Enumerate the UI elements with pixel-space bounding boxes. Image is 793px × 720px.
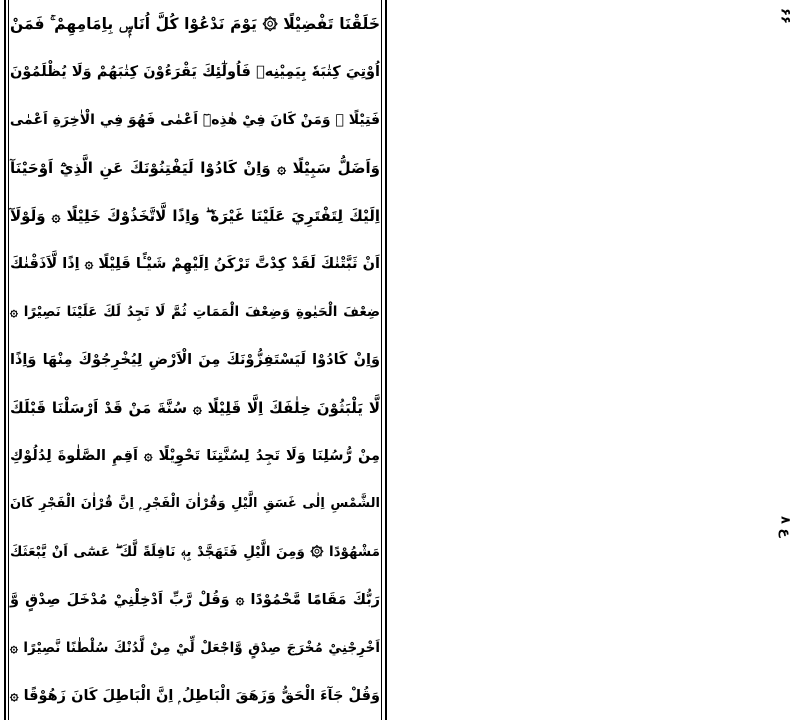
text-line-15: وَقُلْ جَآءَ الْحَقُّ وَزَهَقَ الْبَاطِلُ ۭ اِنَّ الْبَاطِلَ كَانَ زَهُوْقًا ۞ — [10, 688, 380, 704]
text-line-4: وَاَضَلُّ سَبِيْلًا ۞ وَاِنْ كَادُوْا لَيَفْتِنُوْنَكَ عَنِ الَّذِيْٓ اَوْحَيْنَآ — [10, 159, 380, 177]
margin-column — [388, 0, 793, 720]
text-line-8: وَاِنْ كَادُوْا لَيَسْتَفِزُّوْنَكَ مِنَ الْاَرْضِ لِيُخْرِجُوْكَ مِنْهَا وَاِذًا — [10, 352, 380, 368]
text-line-13: رَبُّكَ مَقَامًا مَّحْمُوْدًا ۞ وَقُلْ رَّبِّ اَدْخِلْنِيْ مُدْخَلَ صِدْقٍ وَّ — [10, 592, 380, 608]
right-border-inner — [381, 0, 382, 720]
text-line-9: لَّا يَلْبَثُوْنَ خِلٰفَكَ اِلَّا قَلِيْلًا ۞ سُنَّةَ مَنْ قَدْ اَرْسَلْنَا قَبْلَكَ — [10, 399, 380, 417]
text-line-2: اُوْتِيَ كِتٰبَهٗ بِيَمِيْنِهٖ فَاُولٰٓئِكَ يَقْرَءُوْنَ كِتٰبَهُمْ وَلَا يُظْلَمُوْنَ — [10, 64, 380, 80]
text-line-12: مَشْهُوْدًا ۞ وَمِنَ الَّيْلِ فَتَهَجَّدْ بِهٖ نَافِلَةً لَّكَ ۖ عَسٰٓى اَنْ يَّبْعَثَكَ — [10, 544, 380, 560]
text-line-11: الشَّمْسِ اِلٰى غَسَقِ الَّيْلِ وَقُرْاٰنَ الْفَجْرِ ۭ اِنَّ قُرْاٰنَ الْفَجْرِ كَانَ — [10, 496, 380, 511]
right-border-outer — [385, 0, 387, 720]
text-line-10: مِنْ رُّسُلِنَا وَلَا تَجِدُ لِسُنَّتِنَا تَحْوِيْلًا ۞ اَقِمِ الصَّلٰوةَ لِدُلُوْكِ — [10, 448, 380, 464]
margin-ruku-mark-top: ۶۶ — [777, 8, 793, 24]
text-line-14: اَخْرِجْنِيْ مُخْرَجَ صِدْقٍ وَّاجْعَلْ لِّيْ مِنْ لَّدُنْكَ سُلْطٰنًا نَّصِيْرًا ۞ — [10, 640, 380, 656]
text-line-3: فَتِيْلًا ۞ وَمَنْ كَانَ فِيْ هٰذِهٖٓ اَعْمٰى فَهُوَ فِي الْاٰخِرَةِ اَعْمٰى — [9, 112, 380, 128]
text-line-6: اَنْ ثَبَّتْنٰكَ لَقَدْ كِدْتَّ تَرْكَنُ اِلَيْهِمْ شَيْـًٔا قَلِيْلًا ۞ اِذًا لَّاَذَقْنٰكَ — [10, 256, 380, 272]
text-block — [10, 0, 380, 720]
text-line-7: ضِعْفَ الْحَيٰوةِ وَضِعْفَ الْمَمَاتِ ثُمَّ لَا تَجِدُ لَكَ عَلَيْنَا نَصِيْرًا ۞ — [10, 304, 380, 320]
left-border-inner — [8, 0, 9, 720]
text-line-1: خَلَقْنَا تَفْضِيْلًا ۞ يَوْمَ نَدْعُوْا كُلَّ اُنَاسٍۭ بِاِمَامِهِمْ ۚ فَمَنْ — [10, 15, 380, 33]
margin-ruku-mark-middle: ع ۸ — [777, 516, 793, 538]
left-border-outer — [4, 0, 6, 720]
text-line-5: اِلَيْكَ لِتَفْتَرِيَ عَلَيْنَا غَيْرَهٗ ۖ وَاِذًا لَّاتَّخَذُوْكَ خَلِيْلًا ۞ وَلَوْلَآ — [10, 207, 380, 225]
